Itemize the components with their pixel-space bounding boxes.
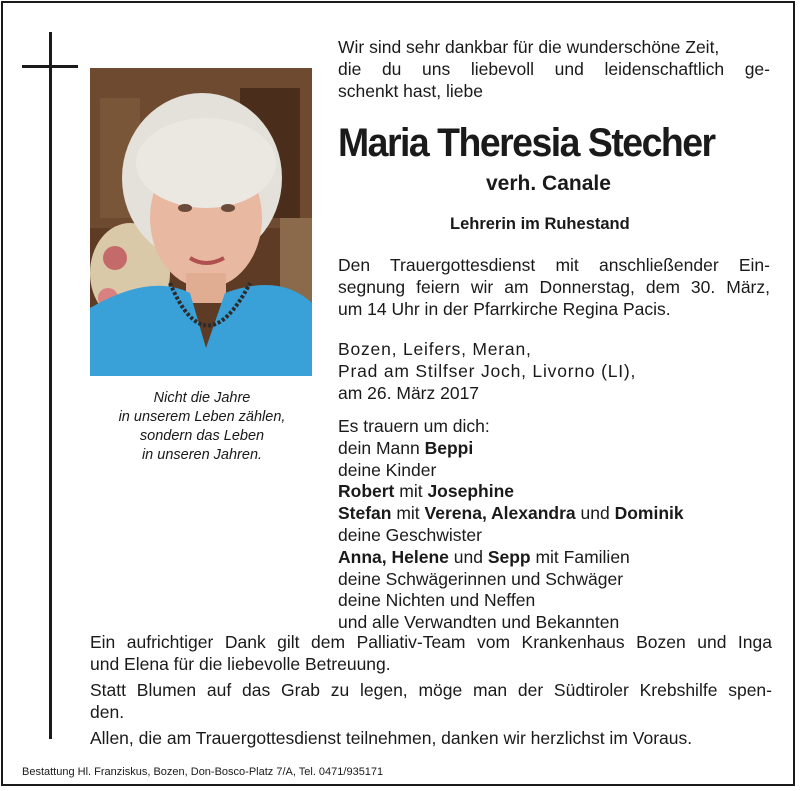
mourners-heading: Es trauern um dich: (338, 416, 490, 436)
quote-line: Nicht die Jahre (153, 390, 251, 406)
thanks-paragraph (90, 631, 772, 675)
deceased-name: Maria Theresia Stecher (338, 121, 715, 165)
places-line: Prad am Stilfser Joch, Livorno (LI), (338, 361, 637, 381)
places-and-date (338, 338, 770, 404)
intro-text (338, 36, 770, 102)
intro-line: Wir sind sehr dankbar für die wunderschöne Zeit, (338, 37, 720, 57)
mourner-name: Josephine (427, 481, 515, 502)
service-line: Den Trauergottesdienst mit anschließender Ein- (338, 255, 770, 275)
portrait-photo (90, 68, 312, 376)
thanks-paragraph (90, 679, 772, 723)
thanks-line: den. (90, 702, 125, 722)
mourner-name: Stefan (338, 503, 392, 524)
mourner-text: mit (394, 481, 428, 502)
intro-line: die du uns liebevoll und leidenschaftlich ge- (338, 59, 770, 79)
service-announcement (338, 254, 770, 320)
thanks-line: Allen, die am Trauergottesdienst teilnehmen, danken wir herzlichst im Voraus. (90, 728, 693, 748)
mourner-line: deine Nichten und Neffen (338, 590, 536, 611)
thanks-line: und Elena für die liebevolle Betreuung. (90, 654, 391, 674)
mourner-name: Robert (338, 481, 395, 502)
mourner-name: Sepp (487, 546, 531, 567)
mourner-text: dein Mann (338, 437, 425, 458)
mourner-line (338, 438, 778, 460)
mourner-text: und (575, 503, 615, 524)
mourner-line (338, 481, 778, 503)
thanks-paragraph (90, 727, 772, 749)
mourners-list (338, 416, 778, 634)
thanks-line: Ein aufrichtiger Dank gilt dem Palliativ-Team vom Krankenhaus Bozen und Inga (90, 632, 772, 652)
thanks-line: Statt Blumen auf das Grab zu legen, möge man der Südtiroler Krebshilfe spen- (90, 680, 772, 700)
quote-line: sondern das Leben (139, 428, 265, 444)
memorial-quote (96, 389, 308, 465)
funeral-home-footer: Bestattung Hl. Franziskus, Bozen, Don-Bosco-Platz 7/A, Tel. 0471/935171 (22, 766, 384, 778)
married-name: verh. Canale (486, 172, 611, 195)
mourner-line (338, 547, 778, 569)
service-line: um 14 Uhr in der Pfarrkirche Regina Pacis. (338, 299, 671, 319)
mourner-text: mit Familien (530, 546, 630, 567)
mourner-text: mit (391, 503, 425, 524)
mourner-line: deine Schwägerinnen und Schwäger (338, 568, 624, 589)
mourner-text: und (448, 546, 488, 567)
quote-line: in unseren Jahren. (141, 447, 263, 463)
service-line: segnung feiern wir am Donnerstag, dem 30. März, (338, 277, 770, 297)
quote-line: in unserem Leben zählen, (118, 409, 286, 425)
mourner-name: Anna, Helene (338, 546, 449, 567)
mourner-name: Verena, Alexandra (424, 503, 576, 524)
date-line: am 26. März 2017 (338, 383, 480, 403)
mourner-line (338, 503, 778, 525)
profession: Lehrerin im Ruhestand (450, 215, 630, 233)
mourner-line: und alle Verwandten und Bekannten (338, 612, 620, 633)
mourner-line: deine Kinder (338, 459, 437, 480)
mourner-name: Beppi (424, 437, 474, 458)
mourner-name: Dominik (614, 503, 684, 524)
mourner-line: deine Geschwister (338, 524, 482, 545)
places-line: Bozen, Leifers, Meran, (338, 339, 532, 359)
thanks-section (90, 631, 772, 753)
intro-line: schenkt hast, liebe (338, 81, 483, 101)
